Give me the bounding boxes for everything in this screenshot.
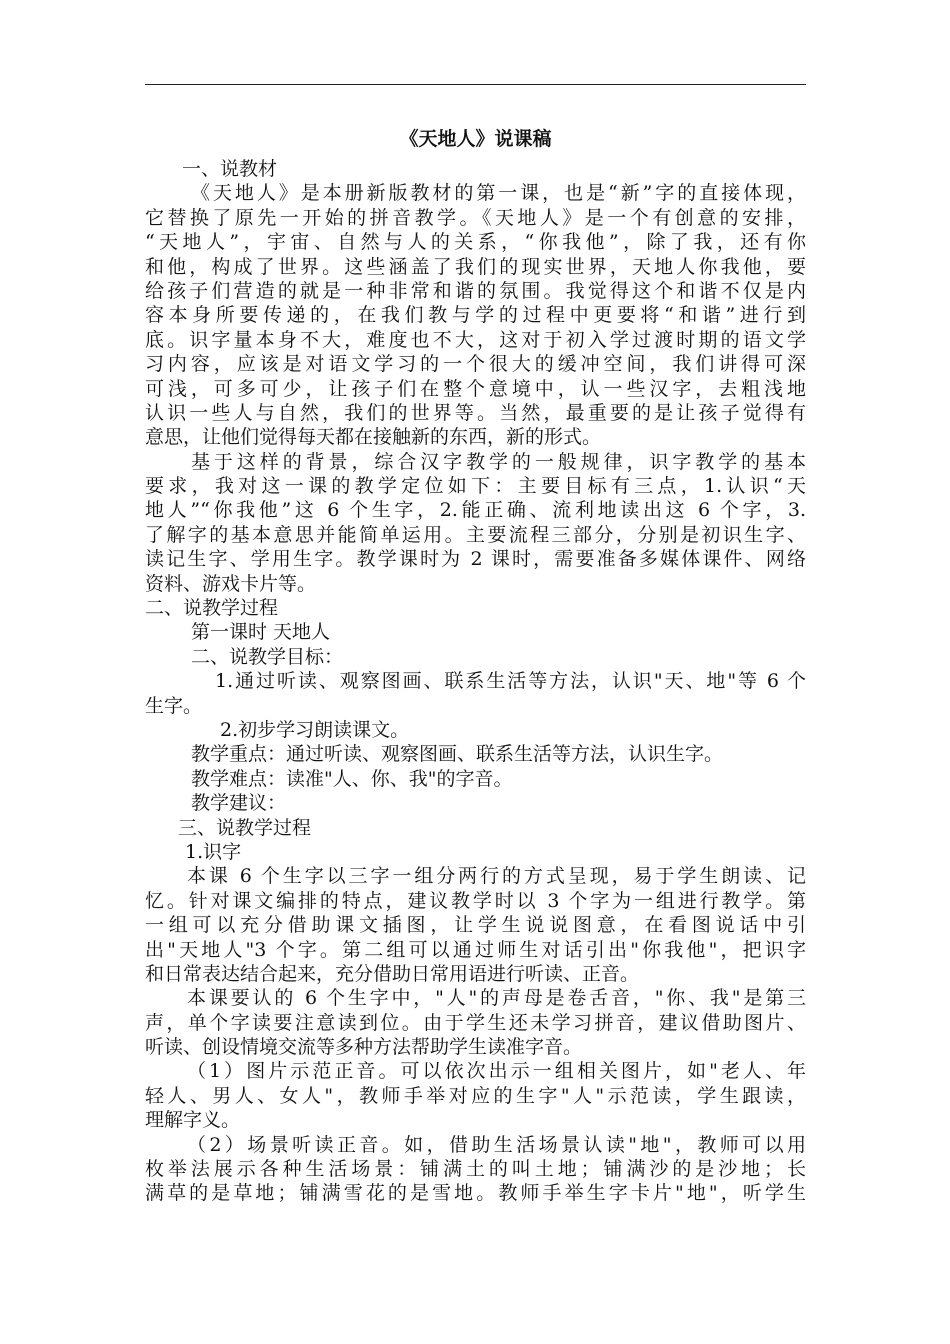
paragraph-line: 满草的是草地；铺满雪花的是雪地。教师手举生字卡片"地"，听学生 <box>145 1182 806 1205</box>
paragraph-line: 了解字的基本意思并能简单运用。主要流程三部分，分别是初识生字、 <box>145 523 806 546</box>
paragraph-line: （1）图片示范正音。可以依次出示一组相关图片，如"老人、年 <box>187 1060 806 1083</box>
document-body <box>145 121 806 1206</box>
paragraph-line: 底。识字量本身不大，难度也不大，这对于初入学过渡时期的语文学 <box>145 328 806 351</box>
paragraph-line: 枚举法展示各种生活场景：铺满土的叫土地；铺满沙的是沙地；长 <box>145 1158 806 1181</box>
section-heading: 一、说教材 <box>182 158 278 180</box>
paragraph-line: 《天地人》是本册新版教材的第一课，也是“新”字的直接体现， <box>191 182 806 205</box>
paragraph-line: 出"天地人"3 个字。第二组可以通过师生对话引出"你我他"，把识字 <box>145 938 806 961</box>
paragraph-line: 读记生字、学用生字。教学课时为 2 课时，需要准备多媒体课件、网络 <box>145 548 806 571</box>
paragraph-line: 理解字义。 <box>145 1109 241 1132</box>
paragraph-line: 听读、创设情境交流等多种方法帮助学生读准字音。 <box>145 1036 583 1059</box>
paragraph-line: 认识一些人与自然，我们的世界等。当然，最重要的是让孩子觉得有 <box>145 401 806 424</box>
paragraph-line: 本课要认的 6 个生字中，"人"的声母是卷舌音，"你、我"是第三 <box>187 987 806 1010</box>
paragraph-line: 1.通过听读、观察图画、联系生活等方法，认识"天、地"等 6 个 <box>215 670 806 693</box>
paragraph-line: 和日常表达结合起来，充分借助日常用语进行听读、正音。 <box>145 962 640 985</box>
subheading: 第一课时 天地人 <box>191 621 331 644</box>
paragraph-line: 教学建议： <box>191 792 287 815</box>
paragraph-line: 一组可以充分借助课文插图，让学生说说图意，在看图说话中引 <box>145 914 806 937</box>
subheading: 1.识字 <box>185 840 242 863</box>
paragraph-line: 地人”“你我他”这 6 个生字，2.能正确、流利地读出这 6 个字，3. <box>145 499 806 522</box>
paragraph-line: 习内容，应该是对语文学习的一个很大的缓冲空间，我们讲得可深 <box>145 353 806 376</box>
paragraph-line: 教学难点：读准"人、你、我"的字音。 <box>191 767 513 790</box>
paragraph-line: 可浅，可多可少，让孩子们在整个意境中，认一些汉字，去粗浅地 <box>145 377 806 400</box>
paragraph-line: 生字。 <box>145 694 203 717</box>
paragraph-line: 轻人、男人、女人"，教师手举对应的生字"人"示范读，学生跟读， <box>145 1084 806 1107</box>
paragraph-line: 忆。针对课文编排的特点，建议教学时以 3 个字为一组进行教学。第 <box>145 889 806 912</box>
header-rule <box>145 84 806 85</box>
paragraph-line: 声，单个字读要注意读到位。由于学生还未学习拼音，建议借助图片、 <box>145 1011 806 1034</box>
paragraph-line: 意思，让他们觉得每天都在接触新的东西，新的形式。 <box>145 426 602 449</box>
paragraph-line: （2）场景听读正音。如，借助生活场景认读"地"，教师可以用 <box>187 1133 806 1156</box>
section-heading: 二、说教学过程 <box>145 597 279 620</box>
document-title: 《天地人》说课稿 <box>399 128 552 150</box>
paragraph-line: 基于这样的背景，综合汉字教学的一般规律，识字教学的基本 <box>191 450 806 473</box>
paragraph-line: 资料、游戏卡片等。 <box>145 572 317 595</box>
paragraph-line: 它替换了原先一开始的拼音教学。《天地人》是一个有创意的安排， <box>145 206 806 229</box>
paragraph-line: 容本身所要传递的，在我们教与学的过程中更要将“和谐”进行到 <box>145 304 806 327</box>
paragraph-line: 本课 6 个生字以三字一组分两行的方式呈现，易于学生朗读、记 <box>187 865 806 888</box>
section-heading: 三、说教学过程 <box>178 816 312 839</box>
paragraph-line: 教学重点：通过听读、观察图画、联系生活等方法，认识生字。 <box>191 743 724 766</box>
paragraph-line: 给孩子们营造的就是一种非常和谐的氛围。我觉得这个和谐不仅是内 <box>145 279 806 302</box>
paragraph-line: 要求，我对这一课的教学定位如下：主要目标有三点，1.认识“天 <box>145 475 806 498</box>
paragraph-line: 和他，构成了世界。这些涵盖了我们的现实世界，天地人你我他，要 <box>145 255 806 278</box>
paragraph-line: “天地人”，宇宙、自然与人的关系，“你我他”，除了我，还有你 <box>145 231 806 254</box>
subheading: 二、说教学目标： <box>191 645 344 668</box>
paragraph-line: 2.初步学习朗读课文。 <box>220 718 410 741</box>
